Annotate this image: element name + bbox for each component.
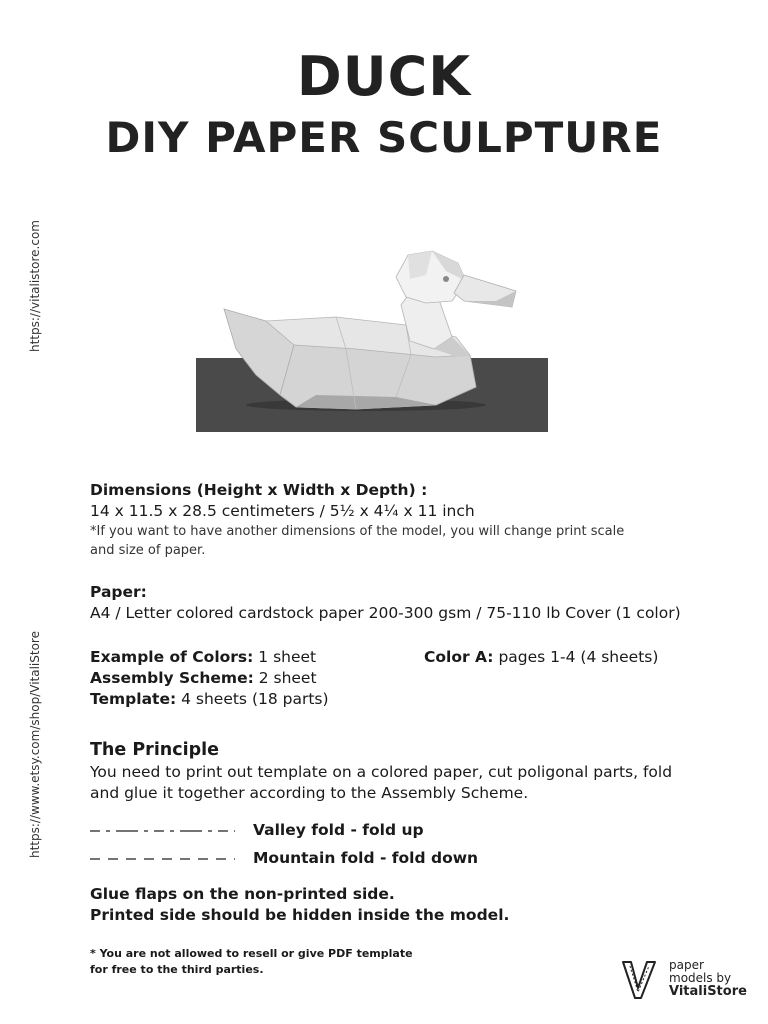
dimensions-heading: Dimensions (Height x Width x Depth) :: [90, 481, 428, 499]
dimensions-note-line1: *If you want to have another dimensions of the model, you will change print scale: [90, 524, 625, 539]
page-subtitle: DIY PAPER SCULPTURE: [105, 113, 663, 162]
list-item: [90, 668, 425, 689]
glue-line2: Printed side should be hidden inside the model.: [90, 906, 510, 924]
valley-fold-label: Valley fold - fold up: [253, 821, 424, 839]
valley-fold-legend: [90, 820, 424, 841]
legal-line2: for free to the third parties.: [90, 962, 264, 976]
glue-instructions: [90, 884, 730, 926]
sheet-value: 2 sheet: [253, 669, 317, 687]
principle-section: [90, 738, 730, 804]
valley-fold-line-icon: [90, 826, 235, 836]
principle-heading: The Principle: [90, 740, 220, 760]
etsy-url[interactable]: https://www.etsy.com/shop/VitaliStore: [28, 631, 42, 858]
color-a-label: Color A:: [424, 648, 494, 666]
paper-heading: Paper:: [90, 583, 147, 601]
mountain-fold-label: Mountain fold - fold down: [253, 849, 479, 867]
legal-line1: * You are not allowed to resell or give PDF template: [90, 947, 413, 960]
principle-line1: You need to print out template on a colored paper, cut poligonal parts, fold: [90, 763, 673, 781]
dimensions-note-line2: and size of paper.: [90, 543, 206, 558]
logo-brand: VitaliStore: [669, 984, 747, 999]
color-a-info: [424, 647, 658, 668]
duck-model-image: [196, 245, 548, 432]
paper-section: [90, 582, 730, 624]
list-item: [90, 689, 425, 710]
logo-line2: models by: [669, 971, 732, 985]
sheets-list: [90, 647, 425, 710]
sheet-label: Assembly Scheme:: [90, 669, 254, 687]
website-url[interactable]: https://vitalistore.com: [28, 220, 42, 352]
list-item: [90, 647, 425, 668]
dimensions-value: 14 x 11.5 x 28.5 centimeters / 5½ x 4¼ x 11 inch: [90, 502, 475, 520]
legal-note: [90, 946, 430, 977]
sheet-label: Example of Colors:: [90, 648, 254, 666]
mountain-fold-line-icon: [90, 854, 235, 864]
sheet-label: Template:: [90, 690, 177, 708]
logo-line1: paper: [669, 958, 704, 972]
logo-text: [669, 959, 747, 998]
sheet-value: 4 sheets (18 parts): [176, 690, 329, 708]
sheet-value: 1 sheet: [253, 648, 317, 666]
principle-line2: and glue it together according to the Assembly Scheme.: [90, 784, 529, 802]
page-title: DUCK: [296, 45, 472, 108]
glue-line1: Glue flaps on the non-printed side.: [90, 885, 395, 903]
mountain-fold-legend: [90, 848, 478, 869]
paper-value: A4 / Letter colored cardstock paper 200-300 gsm / 75-110 lb Cover (1 color): [90, 604, 681, 622]
color-a-value: pages 1-4 (4 sheets): [493, 648, 659, 666]
dimensions-section: [90, 480, 730, 560]
